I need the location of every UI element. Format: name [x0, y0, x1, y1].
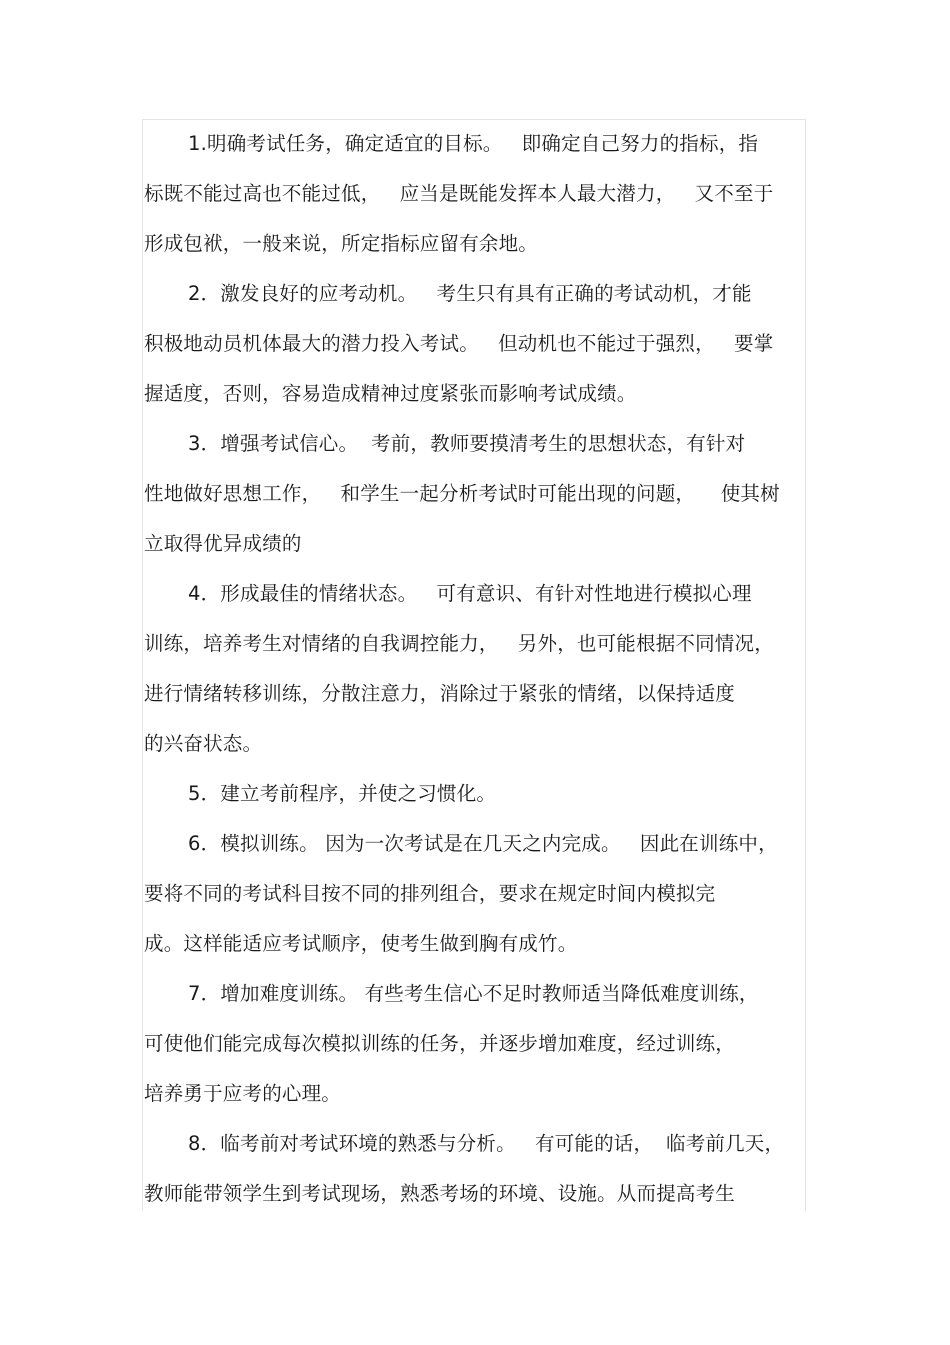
text-line: 培养勇于应考的心理。 [144, 1082, 342, 1105]
text-line: 1.明确考试任务，确定适宜的目标。 即确定自己努力的指标，指 [188, 132, 759, 155]
text-line: 可使他们能完成每次模拟训练的任务，并逐步增加难度，经过训练， [144, 1032, 736, 1055]
text-line: 积极地动员机体最大的潜力投入考试。 但动机也不能过于强烈， 要掌 [144, 332, 774, 355]
text-line: 立取得优异成绩的 [144, 532, 302, 555]
text-line: 成。这样能适应考试顺序，使考生做到胸有成竹。 [144, 932, 578, 955]
text-line: 的兴奋状态。 [144, 732, 263, 755]
text-line: 握适度，否则，容易造成精神过度紧张而影响考试成绩。 [144, 382, 637, 405]
text-line: 8．临考前对考试环境的熟悉与分析。 有可能的话， 临考前几天， [188, 1132, 785, 1155]
text-line: 标既不能过高也不能过低， 应当是既能发挥本人最大潜力， 又不至于 [144, 182, 774, 205]
text-line: 4．形成最佳的情绪状态。 可有意识、有针对性地进行模拟心理 [188, 582, 752, 605]
text-line: 性地做好思想工作， 和学生一起分析考试时可能出现的问题， 使其树 [144, 482, 780, 505]
text-line: 形成包袱，一般来说，所定指标应留有余地。 [144, 232, 539, 255]
text-line: 5．建立考前程序，并使之习惯化。 [188, 782, 497, 805]
text-line: 教师能带领学生到考试现场，熟悉考场的环境、设施。从而提高考生 [144, 1182, 736, 1205]
text-line: 要将不同的考试科目按不同的排列组合，要求在规定时间内模拟完 [144, 882, 716, 905]
text-line: 3．增强考试信心。 考前，教师要摸清考生的思想状态，有针对 [188, 432, 746, 455]
text-line: 2．激发良好的应考动机。 考生只有具有正确的考试动机，才能 [188, 282, 752, 305]
text-line: 7．增加难度训练。 有些考生信心不足时教师适当降低难度训练， [188, 982, 759, 1005]
text-line: 进行情绪转移训练，分散注意力，消除过于紧张的情绪，以保持适度 [144, 682, 736, 705]
text-line: 训练，培养考生对情绪的自我调控能力， 另外，也可能根据不同情况， [144, 632, 774, 655]
text-line: 6．模拟训练。 因为一次考试是在几天之内完成。 因此在训练中， [188, 832, 778, 855]
